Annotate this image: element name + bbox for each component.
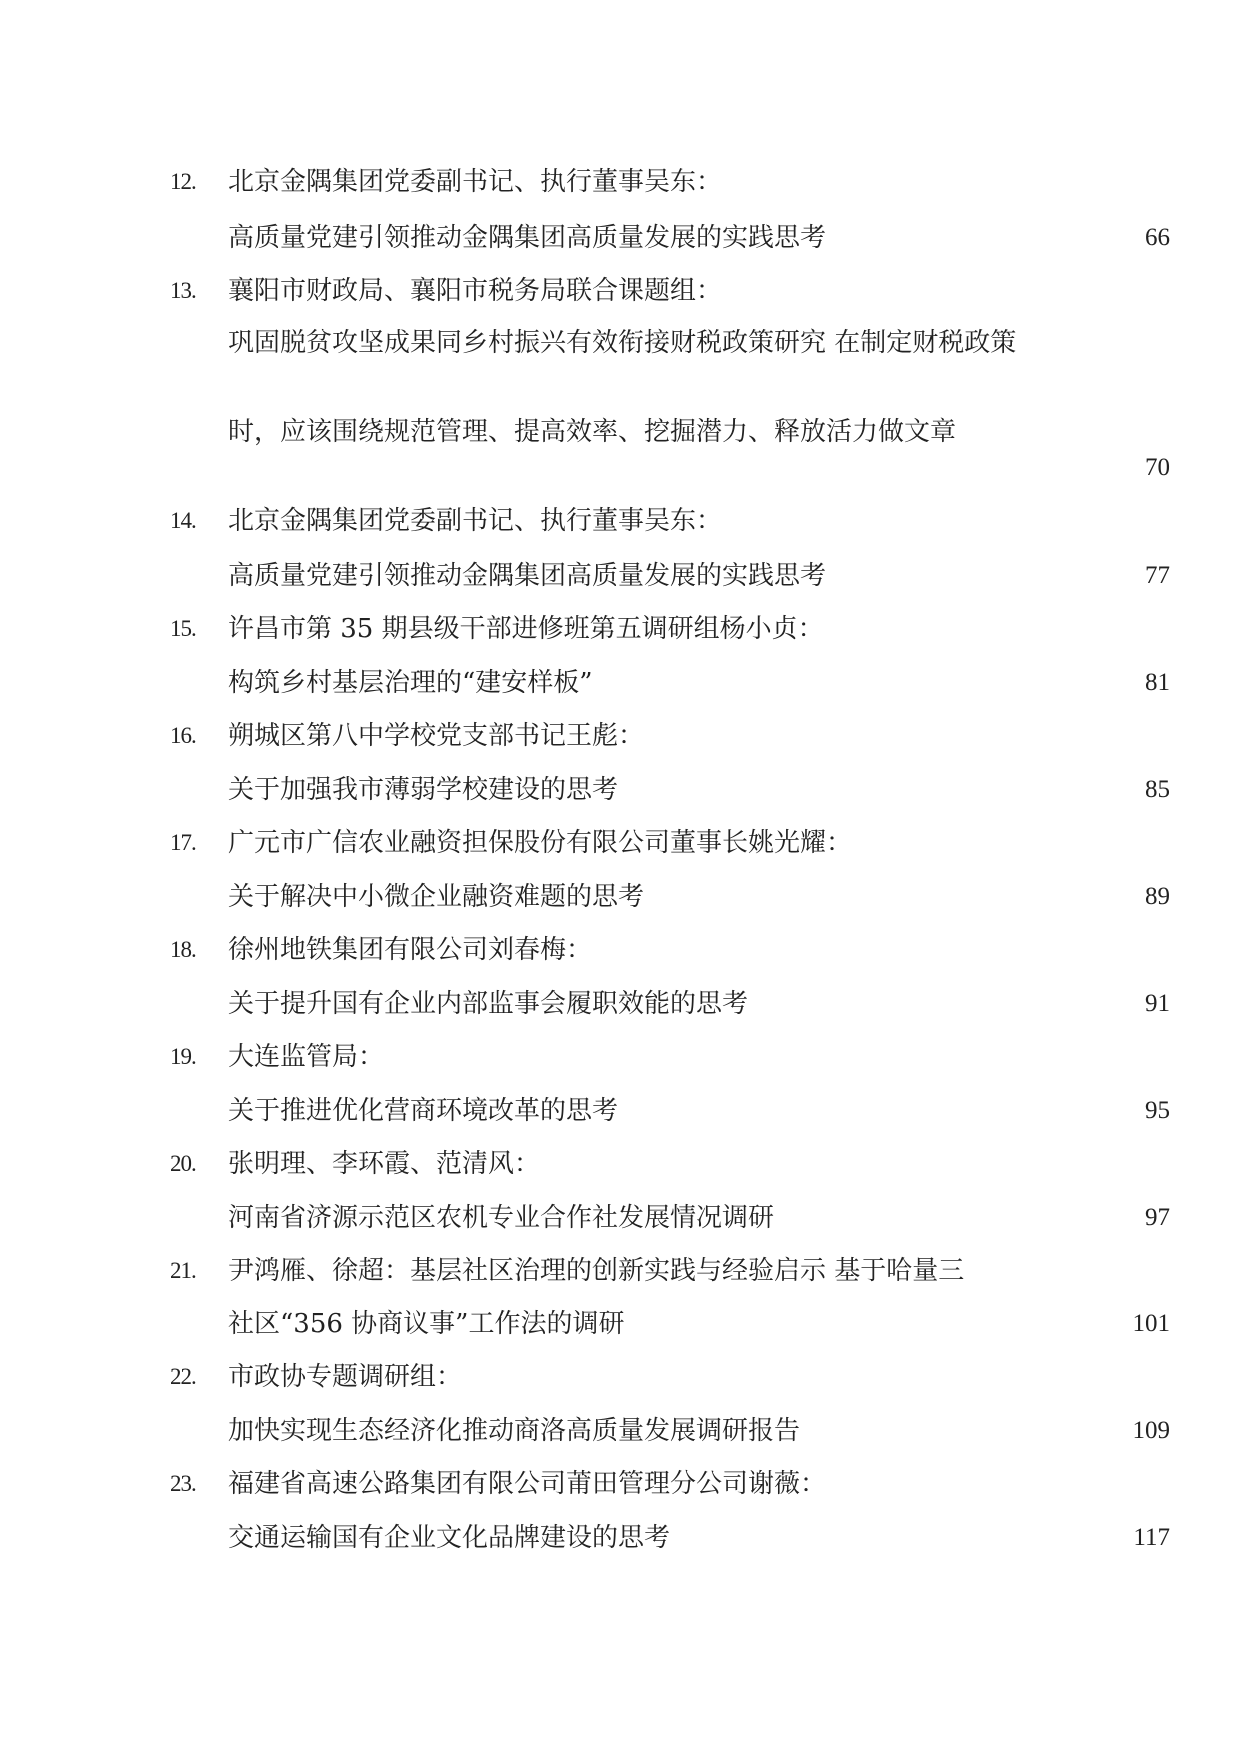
entry-number: 23. (170, 1471, 196, 1496)
entry-title: 交通运输国有企业文化品牌建设的思考 (228, 1523, 671, 1553)
entry-author: 许昌市第 35 期县级干部进修班第五调研组杨小贞： (228, 614, 824, 644)
entry-number: 17. (170, 830, 196, 855)
entry-author: 襄阳市财政局、襄阳市税务局联合课题组： (228, 276, 723, 306)
entry-number: 21. (170, 1258, 196, 1283)
entry-title: 加快实现生态经济化推动商洛高质量发展调研报告 (228, 1416, 801, 1446)
entry-title: 河南省济源示范区农机专业合作社发展情况调研 (228, 1203, 775, 1233)
entry-page-number: 77 (1145, 562, 1170, 589)
entry-page-number: 66 (1145, 224, 1170, 251)
entry-page-number: 85 (1145, 776, 1170, 803)
entry-page-number: 70 (1145, 454, 1170, 481)
entry-title: 关于推进优化营商环境改革的思考 (228, 1096, 619, 1126)
entry-page-number: 117 (1133, 1524, 1170, 1551)
entry-number: 15. (170, 616, 196, 641)
entry-title-continued: 时，应该围绕规范管理、提高效率、挖掘潜力、释放活力做文章 (228, 417, 957, 447)
entry-page-number: 91 (1145, 990, 1170, 1017)
entry-author: 大连监管局： (228, 1042, 385, 1072)
entry-number: 22. (170, 1364, 196, 1389)
entry-author: 北京金隅集团党委副书记、执行董事吴东： (228, 506, 723, 536)
entry-title: 高质量党建引领推动金隅集团高质量发展的实践思考 (228, 223, 827, 253)
entry-page-number: 97 (1145, 1204, 1170, 1231)
entry-author: 市政协专题调研组： (228, 1362, 463, 1392)
entry-page-number: 109 (1132, 1417, 1170, 1444)
entry-number: 19. (170, 1044, 196, 1069)
entry-author: 尹鸿雁、徐超：基层社区治理的创新实践与经验启示 基于哈量三 (228, 1256, 965, 1286)
entry-page-number: 81 (1145, 669, 1170, 696)
entry-title: 巩固脱贫攻坚成果同乡村振兴有效衔接财税政策研究 在制定财税政策 (228, 328, 1017, 358)
entry-page-number: 101 (1132, 1310, 1170, 1337)
entry-author: 广元市广信农业融资担保股份有限公司董事长姚光耀： (228, 828, 853, 858)
entry-title: 构筑乡村基层治理的“建安样板” (228, 668, 593, 698)
entry-number: 18. (170, 937, 196, 962)
entry-page-number: 95 (1145, 1097, 1170, 1124)
entry-number: 16. (170, 723, 196, 748)
entry-author: 张明理、李环霞、范清风： (228, 1149, 541, 1179)
entry-title: 高质量党建引领推动金隅集团高质量发展的实践思考 (228, 561, 827, 591)
entry-number: 12. (170, 169, 196, 194)
entry-author: 福建省高速公路集团有限公司莆田管理分公司谢薇： (228, 1469, 827, 1499)
entry-title: 关于提升国有企业内部监事会履职效能的思考 (228, 989, 749, 1019)
entry-number: 20. (170, 1151, 196, 1176)
entry-author: 徐州地铁集团有限公司刘春梅： (228, 935, 593, 965)
entry-title: 关于解决中小微企业融资难题的思考 (228, 882, 645, 912)
entry-author: 朔城区第八中学校党支部书记王彪： (228, 721, 645, 751)
entry-page-number: 89 (1145, 883, 1170, 910)
entry-title: 社区“356 协商议事”工作法的调研 (228, 1309, 625, 1339)
entry-number: 14. (170, 508, 196, 533)
entry-number: 13. (170, 278, 196, 303)
entry-title: 关于加强我市薄弱学校建设的思考 (228, 775, 619, 805)
entry-author: 北京金隅集团党委副书记、执行董事吴东： (228, 167, 723, 197)
